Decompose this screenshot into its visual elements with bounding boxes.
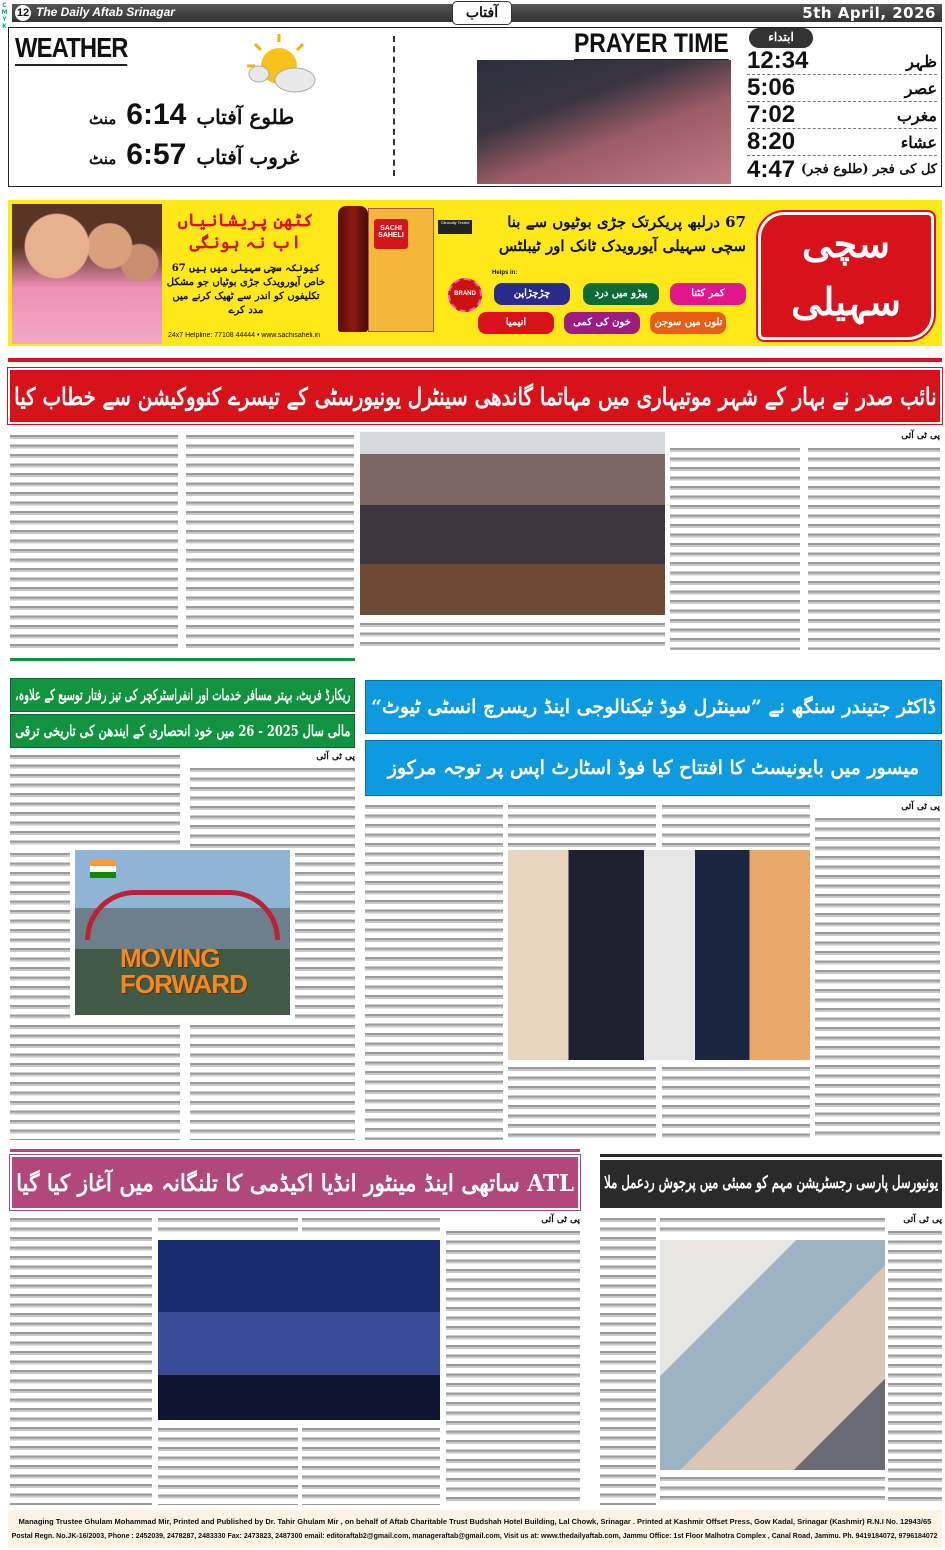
divider <box>600 1154 942 1157</box>
prayer-photo <box>477 60 731 184</box>
sunset-unit: منٹ <box>89 150 117 168</box>
lead-headline[interactable] <box>8 368 942 424</box>
cmyk-registration-mark: CMYK <box>1 2 8 30</box>
ad-models-photo <box>12 204 162 344</box>
railways-headline-1-text: ریکارڈ فریٹ، بہتر مسافر خدمات اور انفراسٹرکچر کی تیز رفتار توسیع کے علاوہ، <box>14 686 351 704</box>
article-column <box>365 802 503 1140</box>
registration-drive-photo <box>660 1240 885 1470</box>
imprint-line-2 <box>8 1529 942 1543</box>
weather-prayer-box <box>8 27 942 187</box>
ad-helpline <box>168 332 328 339</box>
benefit-pill-text: انیمیا <box>505 317 527 328</box>
article-column <box>158 1425 298 1505</box>
sunrise-row <box>89 98 294 132</box>
article-column <box>660 1215 885 1237</box>
imprint-footer <box>8 1510 942 1548</box>
article-column <box>888 1228 942 1505</box>
sachi-saheli-advertisement[interactable] <box>8 200 942 346</box>
article-column <box>302 1425 440 1505</box>
article-column <box>295 850 355 1020</box>
article-column <box>158 1215 298 1237</box>
atl-headline[interactable] <box>10 1155 580 1210</box>
newspaper-logo: آفتاب <box>452 1 512 25</box>
article-column <box>662 1064 810 1140</box>
start-label: ابتداء <box>749 28 813 48</box>
inauguration-photo <box>508 850 810 1060</box>
byline: پی ٹی آئی <box>888 1214 942 1226</box>
issue-date: 5th April, 2026 <box>802 4 936 22</box>
article-column <box>670 445 800 650</box>
divider <box>10 1149 580 1152</box>
article-column <box>10 432 178 650</box>
prayer-time: 4:47 <box>747 155 796 183</box>
article-column <box>10 850 70 1020</box>
byline: پی ٹی آئی <box>446 1214 580 1226</box>
article-column <box>600 1215 656 1505</box>
prayer-row <box>747 102 937 129</box>
parsi-headline-text: یونیورسل پارسی رجسٹریشن مہم کو ممبئی میں پرجوش ردعمل ملا <box>603 1173 939 1193</box>
prayer-time: 7:02 <box>747 101 796 128</box>
article-column <box>10 1215 152 1505</box>
benefit-pill <box>650 312 726 334</box>
benefit-pill <box>670 283 746 305</box>
railways-headline-2[interactable] <box>10 714 355 748</box>
prayer-row <box>747 129 937 156</box>
food-institute-headline-2-text: میسور میں بایونیسٹ کا افتتاح کیا فوڈ اسٹارٹ اپس پر توجہ مرکوز <box>387 757 920 779</box>
atl-headline-text: ATL ساتھی اینڈ مینٹور انڈیا اکیڈمی کا تلنگانہ میں آغاز کیا گیا <box>16 1170 574 1197</box>
benefit-pill-text: تلوں میں سوجن <box>653 317 723 328</box>
article-column <box>190 1022 355 1140</box>
article-column <box>508 802 656 847</box>
prayer-row <box>747 156 937 183</box>
prayer-time: 5:06 <box>747 74 796 101</box>
byline: پی ٹی آئی <box>190 751 355 763</box>
prayer-time: 8:20 <box>747 128 796 155</box>
food-institute-headline-1[interactable] <box>365 680 942 734</box>
ad-tagline-1 <box>486 210 746 234</box>
paper-name: The Daily Aftab Srinagar <box>36 5 175 19</box>
article-column <box>446 1228 580 1505</box>
ad-tagline-1-text: 67 درلبھ پریکرتک جڑی بوٹیوں سے بنا <box>507 213 746 231</box>
ad-tagline <box>486 210 746 258</box>
article-column <box>660 1474 885 1505</box>
sunset-label: غروب آفتاب <box>196 145 300 169</box>
railways-headline-2-text: مالی سال 2025 - 26 میں خود انحصاری کے ایندھن کی تاریخی ترقی <box>14 722 351 740</box>
benefit-pill-text: خون کی کمی <box>573 317 631 328</box>
article-column <box>662 802 810 847</box>
brand-badge-text: BRAND <box>454 291 476 297</box>
product-bottle <box>338 206 368 332</box>
prayer-time: 12:34 <box>747 47 809 74</box>
byline: پی ٹی آئی <box>808 430 940 442</box>
divider <box>10 658 355 661</box>
sunrise-unit: منٹ <box>89 110 117 128</box>
article-column <box>360 620 665 650</box>
prayer-name: کل کی فجر (طلوع فجر) <box>800 162 937 177</box>
page-number: 12 <box>16 7 30 19</box>
prayer-name: عشاء <box>900 132 937 152</box>
prayer-row <box>747 48 937 75</box>
benefit-pill-text: کمر کٹنا <box>691 288 725 299</box>
article-column <box>508 1064 656 1140</box>
article-column <box>302 1215 440 1237</box>
sunset-time: 6:57 <box>126 138 187 171</box>
ad-headline: کٹھن پریشانیاں اب نہ ہونگی <box>177 211 314 253</box>
food-institute-headline-2[interactable] <box>365 740 942 796</box>
sunrise-label: طلوع آفتاب <box>196 105 295 129</box>
masthead-bar <box>12 4 942 22</box>
atl-event-photo <box>158 1240 440 1420</box>
benefit-pill <box>564 312 640 334</box>
sunset-row <box>89 138 299 172</box>
railways-headline-1[interactable] <box>10 678 355 712</box>
imprint-line-2-text: Postal Regn. No.JK-16/2003, Phone : 2452039, 2478287, 2483330 Fax: 2473823, 2487300 email: editoraftab2@gmail.com, manageraftab@gmail.com, Visit us at: www.thedailyaftab.com, Jammu Office: 1st Floor Malhotra Complex , Canal Road, Jammu. Ph. 9419184072, 9796184072 <box>12 1531 938 1540</box>
bridge-graphic <box>85 890 280 940</box>
brand-badge <box>448 278 482 312</box>
divider <box>393 36 395 176</box>
benefit-pill-text: چڑچڑاپن <box>513 288 551 299</box>
railways-illustration <box>75 850 290 1015</box>
article-column <box>10 752 180 848</box>
brand-logo: سچی سہیلی <box>758 212 934 340</box>
benefit-pill <box>494 283 570 305</box>
clinically-tested-badge: Clinically Tested <box>438 220 472 234</box>
parsi-headline[interactable] <box>600 1160 942 1208</box>
india-flag-icon <box>90 860 116 878</box>
article-column <box>10 1022 180 1140</box>
product-box <box>368 208 434 332</box>
ad-tagline-2-text: سچی سہیلی آیورویدک ٹانک اور ٹیبلٹس <box>498 237 746 255</box>
weather-title: WEATHER <box>15 32 128 66</box>
byline: پی ٹی آئی <box>815 801 940 813</box>
benefit-pill <box>583 283 659 305</box>
article-column <box>186 432 354 650</box>
food-institute-headline-1-text: ڈاکٹر جتیندر سنگھ نے ”سینٹرل فوڈ ٹیکنالوجی اینڈ ریسرچ انسٹی ٹیوٹ“ <box>371 696 936 718</box>
sunrise-time: 6:14 <box>126 98 187 131</box>
moving-forward-text: MOVING FORWARD <box>120 943 247 999</box>
prayer-row <box>747 75 937 102</box>
benefit-pill-text: پیڑو میں درد <box>594 288 648 299</box>
prayer-name: مغرب <box>896 105 937 125</box>
ad-tagline-2 <box>486 234 746 258</box>
convocation-photo <box>360 432 665 615</box>
ad-helpline-text: 24x7 Helpline: 77108 44444 • www.sachisaheli.in <box>168 332 320 339</box>
product-label: SACHI SAHELI <box>374 219 408 249</box>
prayer-title: PRAYER TIME <box>574 28 729 61</box>
prayer-name: عصر <box>904 78 937 98</box>
article-column <box>190 765 355 848</box>
divider <box>8 358 942 362</box>
imprint-line-1-text: Managing Trustee Ghulam Mohammad Mir, Printed and Published by Dr. Tahir Ghulam Mir , on behalf of Aftab Charitable Trust Budshah Hotel Building, Lal Chowk, Srinagar . Printed at Kashmir Offset Press, Gow Kadal, Srinagar (Kashmir) R.N.I No. 12943/65 <box>18 1517 932 1526</box>
imprint-line-1 <box>8 1515 942 1529</box>
ad-body: کیونکہ سچی سہیلی میں ہیں 67 خاص آیورویدک جڑی بوٹیاں جو مشکل تکلیفوں کو اندر سے ٹھیک کرنے میں مدد کرے <box>166 263 326 316</box>
article-column <box>815 815 940 1140</box>
helps-in-label: Helps in: <box>492 270 518 276</box>
article-column <box>808 445 940 650</box>
prayer-name: ظہر <box>906 51 937 71</box>
lead-headline-text: نائب صدر نے بہار کے شہر موتیہاری میں مہاتما گاندھی سینٹرل یونیورسٹی کے تیسرے کنووکیشن سے خطاب کیا <box>13 382 937 411</box>
benefit-pill <box>478 312 554 334</box>
sun-cloud-icon <box>239 32 319 96</box>
prayer-times-table <box>747 28 937 183</box>
